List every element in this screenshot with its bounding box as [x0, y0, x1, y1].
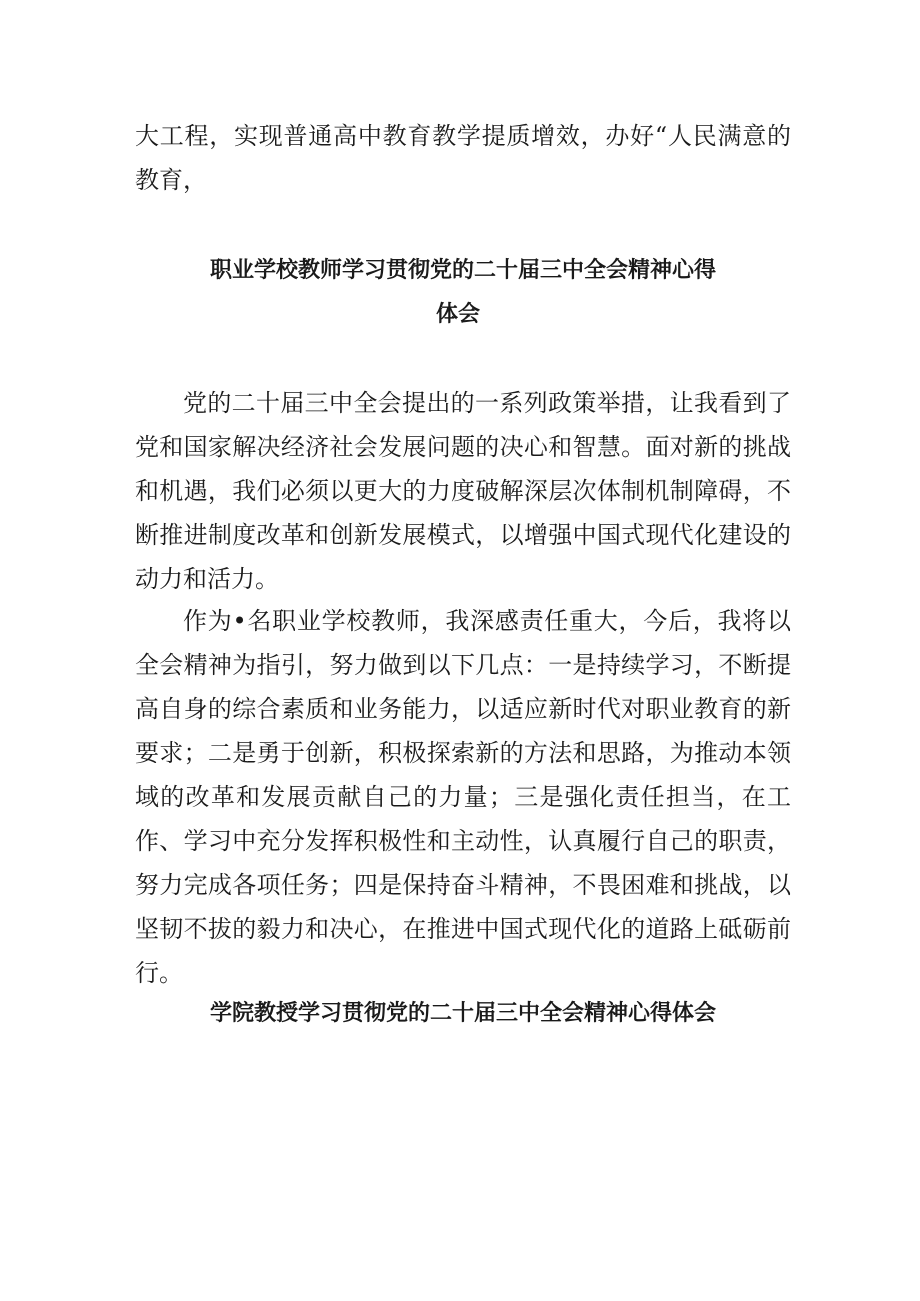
section-1-title-line2: 体会 [435, 302, 480, 327]
intro-paragraph: 大工程，实现普通高中教育教学提质增效，办好“人民满意的教育， [135, 122, 791, 194]
section-1-title [135, 249, 791, 337]
section-1-paragraph-1: 党的二十届三中全会提出的一系列政策举措，让我看到了党和国家解决经济社会发展问题的决心和智慧。面对新的挑战和机遇，我们必须以更大的力度破解深层次体制机制障碍，不断推进制度改革和创新发展模式，以增强中国式现代化建设的动力和活力。 [135, 389, 791, 593]
section-1-paragraph-2: 作为•名职业学校教师，我深感责任重大，今后，我将以全会精神为指引，努力做到以下几点：一是持续学习，不断提高自身的综合素质和业务能力，以适应新时代对职业教育的新要求；二是勇于创新，积极探索新的方法和思路，为推动本领域的改革和发展贡献自己的力量；三是强化责任担当，在工作、学习中充分发挥积极性和主动性，认真履行自己的职责，努力完成各项任务；四是保持奋斗精神，不畏困难和挑战，以坚韧不拔的毅力和决心，在推进中国式现代化的道路上砥砺前行。 [135, 607, 791, 987]
section-1-title-line1: 职业学校教师学习贯彻党的二十届三中全会精神心得 [209, 258, 716, 283]
section-2-title: 学院教授学习贯彻党的二十届三中全会精神心得体会 [209, 1001, 716, 1026]
